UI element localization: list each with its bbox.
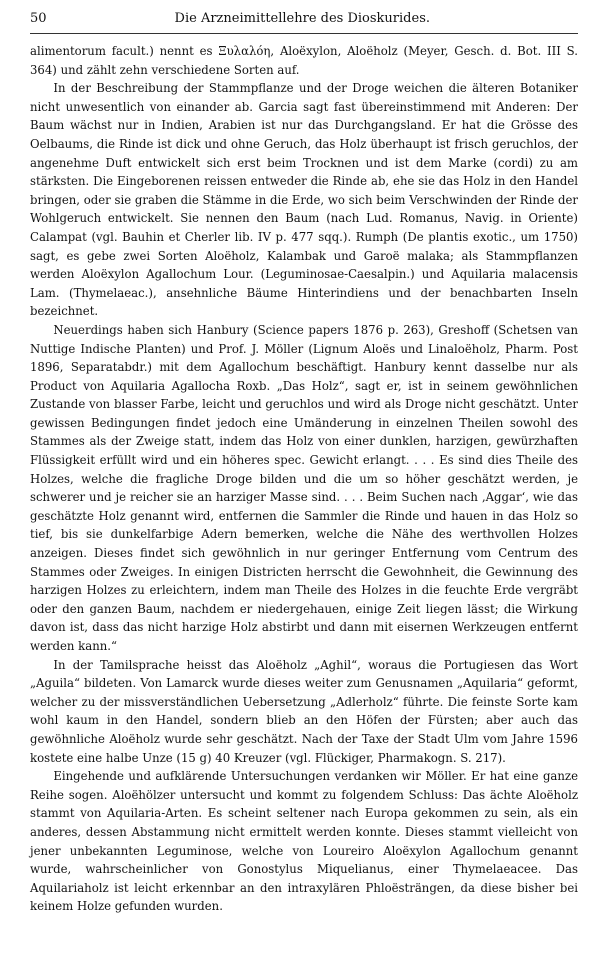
paragraph-hanbury: Neuerdings haben sich Hanbury (Science papers 1876 p. 263), Greshoff (Schetsen van Nuttige Indische Planten) und Prof. J. Möller (Lignum Aloës und Linaloëholz, Pharm. Post 1896, Separatabdr.) mit dem Agallochum beschäftigt. Hanbury kennt dasselbe nur als Product von Aquilaria Agallocha Roxb. „Das Holz“, sagt er, ist in seinem gewöhnlichen Zustande von blasser Farbe, leicht und geruchlos und wird als Droge nicht geschätzt. Unter gewissen Bedingungen findet jedoch eine Umänderung in einzelnen Theilen sowohl des Stammes als der Zweige statt, indem das Holz von einer dunklen, harzigen, gewürzhaften Flüssigkeit erfüllt wird und ein höheres spec. Gewicht erlangt. . . . Es sind dies Theile des Holzes, welche die fragliche Droge bilden und die um so höher geschätzt werden, je schwerer und je reicher sie an harziger Masse sind. . . . Beim Suchen nach ‚Aggar‘, wie das geschätzte Holz genannt wird, entfernen die Sammler die Rinde und hauen in das Holz so tief, bis sie dunkelfarbige Adern bemerken, welche die Nähe des werthvollen Holzes anzeigen. Dieses findet sich gewöhnlich in nur geringer Entfernung vom Centrum des Stammes oder Zweiges. In einigen Districten herrscht die Gewohnheit, die Gewinnung des harzigen Holzes zu erleichtern, indem man Theile des Holzes in die feuchte Erde vergräbt oder den ganzen Baum, nachdem er niedergehauen, einige Zeit liegen lässt; die Wirkung davon ist, dass das nicht harzige Holz abstirbt und dann mit eisernen Werkzeugen entfernt werden kann.“ (30, 322, 578, 653)
book-page (30, 10, 578, 916)
paragraph-tamil: In der Tamilsprache heisst das Aloëholz „Aghil“, woraus die Portugiesen das Wort „Aguila“ bildeten. Von Lamarck wurde dieses weiter zum Genusnamen „Aquilaria“ geformt, welcher zu der missverständlichen Uebersetzung „Adlerholz“ führte. Die feinste Sorte kam wohl kaum in den Handel, sondern blieb an den Höfen der Fürsten; aber auch das gewöhnliche Aloëholz wurde sehr geschätzt. Nach der Taxe der Stadt Ulm vom Jahre 1596 kostete eine halbe Unze (15 g) 40 Kreuzer (vgl. Flückiger, Pharmakogn. S. 217). (30, 657, 578, 765)
running-title: Die Arzneimittellehre des Dioskurides. (174, 11, 430, 26)
page-number: 50 (30, 11, 47, 26)
body-text (30, 42, 578, 916)
paragraph-continuation: alimentorum facult.) nennt es Ξυλαλόη, Aloëxylon, Aloëholz (Meyer, Gesch. d. Bot. III S. 364) und zählt zehn verschiedene Sorten auf. (30, 44, 578, 77)
running-header (30, 10, 578, 34)
paragraph-moeller: Eingehende und aufklärende Untersuchungen verdanken wir Möller. Er hat eine ganze Reihe sogen. Aloëhölzer untersucht und kommt zu folgendem Schluss: Das ächte Aloëholz stammt von Aquilaria-Arten. Es scheint seltener nach Europa gekommen zu sein, als ein anderes, dessen Abstammung nicht ermittelt werden konnte. Dieses stammt vielleicht von jener unbekannten Leguminose, welche von Loureiro Aloëxylon Agallochum genannt wurde, wahrscheinlicher von Gonostylus Miquelianus, einer Thymelaeacee. Das Aquilariaholz ist leicht erkennbar an den intraxylären Phloësträngen, da diese bisher bei keinem Holze gefunden wurden. (30, 769, 578, 914)
paragraph-botanists: In der Beschreibung der Stammpflanze und der Droge weichen die älteren Botaniker nicht unwesentlich von einander ab. Garcia sagt fast übereinstimmend mit Anderen: Der Baum wächst nur in Indien, Arabien ist nur das Durchgangsland. Er hat die Grösse des Oelbaums, die Rinde ist dick und ohne Geruch, das Holz überhaupt ist frisch geruchlos, der angenehme Duft entwickelt sich erst beim Trocknen und ist dem Marke (cordi) zu am stärksten. Die Eingeborenen reissen entweder die Rinde ab, ehe sie das Holz in den Handel bringen, oder sie graben die Stämme in die Erde, wo sich beim Verschwinden der Rinde der Wohlgeruch entwickelt. Sie nennen den Baum (nach Lud. Romanus, Navig. in Oriente) Calampat (vgl. Bauhin et Cherler lib. IV p. 477 sqq.). Rumph (De plantis exotic., um 1750) sagt, es gebe zwei Sorten Aloëholz, Kalambak und Garoë malaka; als Stammpflanzen werden Aloëxylon Agallochum Lour. (Leguminosae-Caesalpin.) und Aquilaria malacensis Lam. (Thymelaeac.), ansehnliche Bäume Hinterindiens und der benachbarten Inseln bezeichnet. (30, 81, 578, 319)
